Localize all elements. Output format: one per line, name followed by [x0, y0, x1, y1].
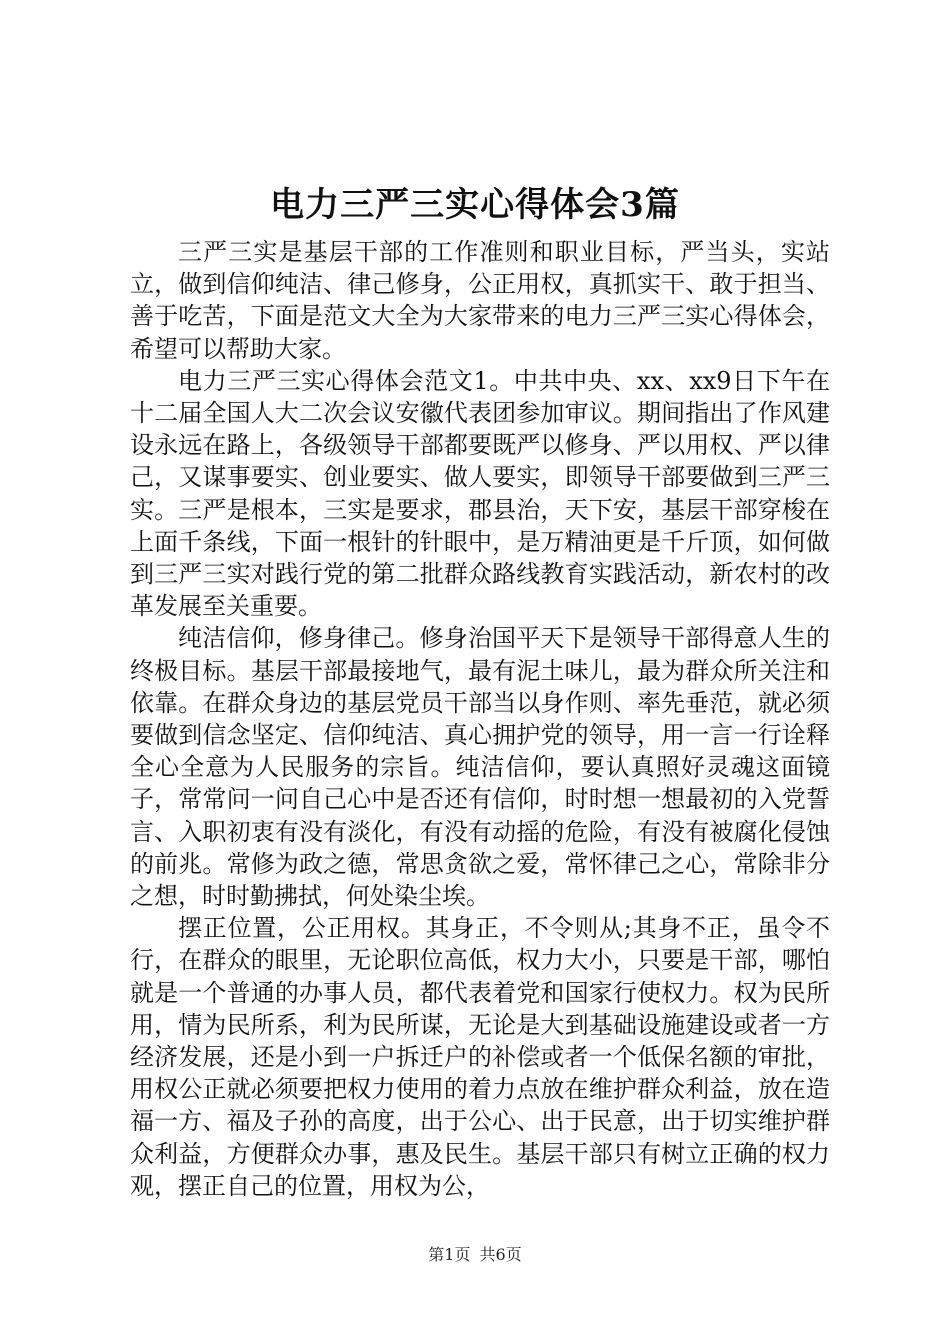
- paragraph-sample-one: 电力三严三实心得体会范文1。中共中央、xx、xx9日下午在十二届全国人大二次会议安徽代表团参加审议。期间指出了作风建设永远在路上，各级领导干部都要既严以修身、严以用权、严以律己，又谋事要实、创业要实、做人要实，即领导干部要做到三严三实。三严是根本，三实是要求，郡县治，天下安，基层干部穿梭在上面千条线，下面一根针的针眼中，是万精油更是千斤顶，如何做到三严三实对践行党的第二批群众路线教育实践活动，新农村的改革发展至关重要。: [130, 366, 830, 621]
- document-body: [130, 236, 830, 1202]
- paragraph-intro: 三严三实是基层干部的工作准则和职业目标，严当头，实站立，做到信仰纯洁、律己修身，公正用权，真抓实干、敢于担当、善于吃苦，下面是范文大全为大家带来的电力三严三实心得体会，希望可以帮助大家。: [130, 238, 830, 363]
- document-title: 电力三严三实心得体会3篇: [270, 185, 680, 225]
- paragraph-pure-faith: 纯洁信仰，修身律己。修身治国平天下是领导干部得意人生的终极目标。基层干部最接地气，最有泥土味儿，最为群众所关注和依靠。在群众身边的基层党员干部当以身作则、率先垂范，就必须要做到信念坚定、信仰纯洁、真心拥护党的领导，用一言一行诠释全心全意为人民服务的宗旨。纯洁信仰，要认真照好灵魂这面镜子，常常问一问自己心中是否还有信仰，时时想一想最初的入党誓言、入职初衷有没有淡化，有没有动摇的危险，有没有被腐化侵蚀的前兆。常修为政之德，常思贪欲之爱，常怀律己之心，常除非分之想，时时勤拂拭，何处染尘埃。: [130, 624, 830, 911]
- page-number: 第1页: [428, 1245, 471, 1264]
- page-footer: [0, 1244, 950, 1266]
- paragraph-fair-power: 摆正位置，公正用权。其身正，不令则从;其身不正，虽令不行，在群众的眼里，无论职位高低，权力大小，只要是干部，哪怕就是一个普通的办事人员，都代表着党和国家行使权力。权为民所用，情为民所系，利为民所谋，无论是大到基础设施建设或者一方经济发展，还是小到一户拆迁户的补偿或者一个低保名额的审批，用权公正就必须要把权力使用的着力点放在维护群众利益，放在造福一方、福及子孙的高度，出于公心、出于民意，出于切实维护群众利益，方便群众办事，惠及民生。基层干部只有树立正确的权力观，摆正自己的位置，用权为公，: [130, 914, 830, 1200]
- page-total: 共6页: [479, 1245, 522, 1264]
